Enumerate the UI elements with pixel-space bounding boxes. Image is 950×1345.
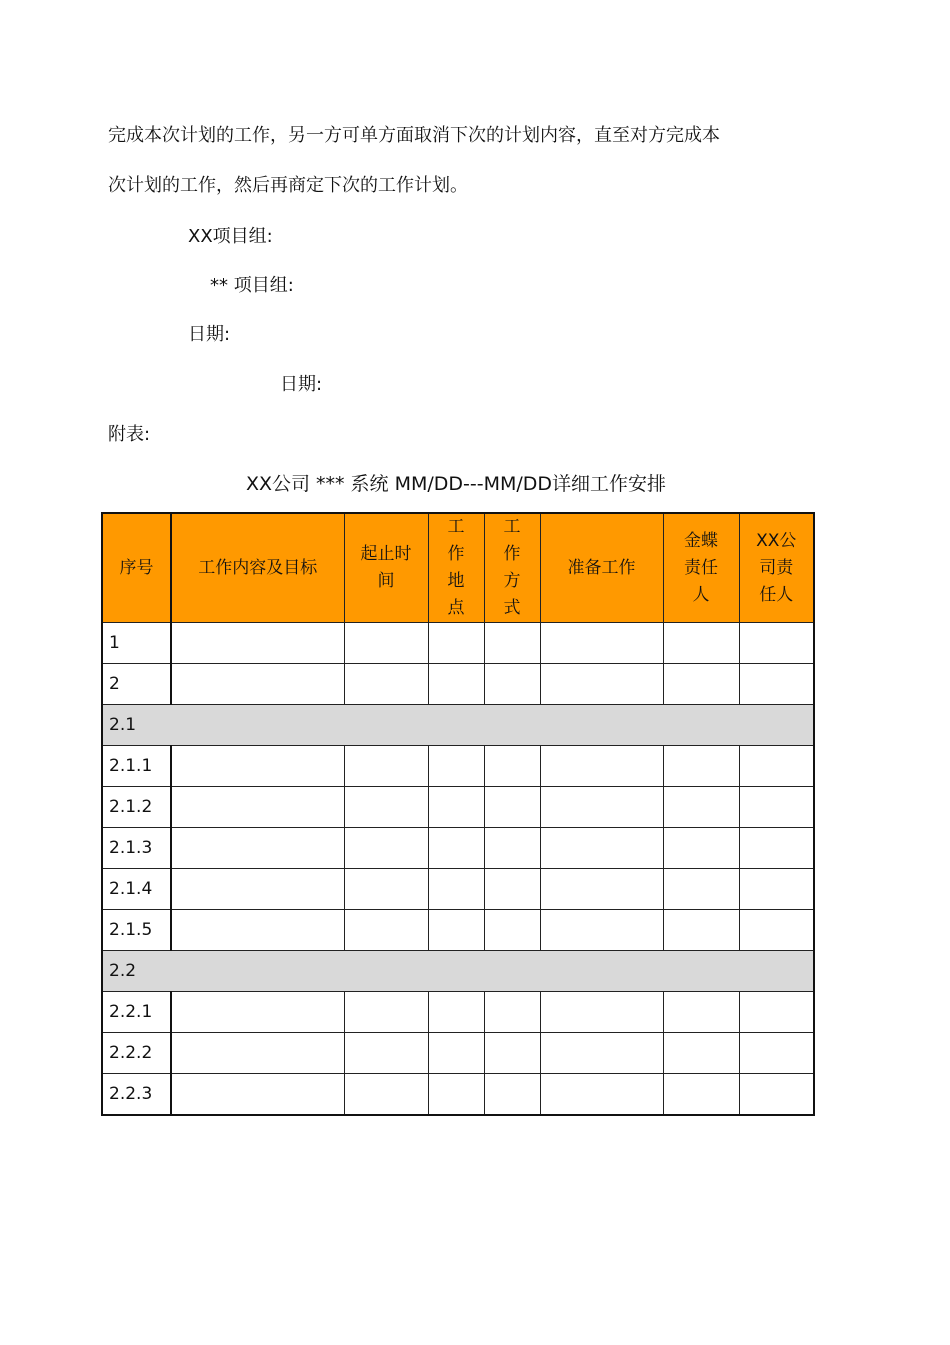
location-cell <box>428 869 484 910</box>
kingdee-owner-cell <box>663 664 739 705</box>
table-row <box>102 1074 814 1116</box>
location-cell <box>428 910 484 951</box>
xx-owner-cell <box>739 828 814 869</box>
row-number-cell: 2.2.3 <box>102 1074 171 1116</box>
preparation-cell <box>540 787 663 828</box>
signature-xx-project-group: XX项目组: <box>188 226 273 247</box>
table-row <box>102 992 814 1033</box>
time-cell <box>344 664 428 705</box>
time-cell <box>344 1033 428 1074</box>
content-cell <box>171 1074 344 1116</box>
body-paragraph-line-2: 次计划的工作，然后再商定下次的工作计划。 <box>108 175 468 196</box>
header-method: 工作方式 <box>484 513 540 623</box>
header-time: 起止时间 <box>344 513 428 623</box>
content-cell <box>171 869 344 910</box>
location-cell <box>428 664 484 705</box>
row-number-cell: 1 <box>102 623 171 664</box>
time-cell <box>344 869 428 910</box>
content-cell <box>171 828 344 869</box>
kingdee-owner-cell <box>663 746 739 787</box>
header-xx-owner: XX公司责任人 <box>739 513 814 623</box>
body-paragraph-line-1: 完成本次计划的工作，另一方可单方面取消下次的计划内容，直至对方完成本 <box>108 125 720 146</box>
signature-date-2: 日期: <box>280 374 323 395</box>
location-cell <box>428 746 484 787</box>
row-number-cell: 2.1.3 <box>102 828 171 869</box>
method-cell <box>484 869 540 910</box>
table-title: XX公司 *** 系统 MM/DD---MM/DD详细工作安排 <box>245 473 667 495</box>
preparation-cell <box>540 828 663 869</box>
kingdee-owner-cell <box>663 869 739 910</box>
location-cell <box>428 1033 484 1074</box>
xx-owner-cell <box>739 746 814 787</box>
time-cell <box>344 787 428 828</box>
kingdee-owner-cell <box>663 1074 739 1116</box>
preparation-cell <box>540 910 663 951</box>
time-cell <box>344 1074 428 1116</box>
row-number-cell: 2.2.2 <box>102 1033 171 1074</box>
kingdee-owner-cell <box>663 828 739 869</box>
header-preparation: 准备工作 <box>540 513 663 623</box>
signature-date-1: 日期: <box>188 324 231 345</box>
preparation-cell <box>540 992 663 1033</box>
content-cell <box>171 746 344 787</box>
time-cell <box>344 828 428 869</box>
location-cell <box>428 787 484 828</box>
method-cell <box>484 1074 540 1116</box>
section-number-cell: 2.1 <box>102 705 814 746</box>
header-seq: 序号 <box>102 513 171 623</box>
xx-owner-cell <box>739 992 814 1033</box>
location-cell <box>428 623 484 664</box>
row-number-cell: 2 <box>102 664 171 705</box>
section-number-cell: 2.2 <box>102 951 814 992</box>
table-section-row <box>102 951 814 992</box>
preparation-cell <box>540 869 663 910</box>
content-cell <box>171 623 344 664</box>
method-cell <box>484 910 540 951</box>
row-number-cell: 2.1.4 <box>102 869 171 910</box>
row-number-cell: 2.1.2 <box>102 787 171 828</box>
location-cell <box>428 828 484 869</box>
xx-owner-cell <box>739 1033 814 1074</box>
time-cell <box>344 910 428 951</box>
preparation-cell <box>540 746 663 787</box>
preparation-cell <box>540 1074 663 1116</box>
method-cell <box>484 746 540 787</box>
table-row <box>102 746 814 787</box>
method-cell <box>484 828 540 869</box>
content-cell <box>171 1033 344 1074</box>
xx-owner-cell <box>739 869 814 910</box>
table-section-row <box>102 705 814 746</box>
time-cell <box>344 623 428 664</box>
appendix-label: 附表: <box>108 424 151 445</box>
table-row <box>102 869 814 910</box>
row-number-cell: 2.1.1 <box>102 746 171 787</box>
content-cell <box>171 910 344 951</box>
kingdee-owner-cell <box>663 992 739 1033</box>
row-number-cell: 2.1.5 <box>102 910 171 951</box>
preparation-cell <box>540 664 663 705</box>
xx-owner-cell <box>739 1074 814 1116</box>
content-cell <box>171 992 344 1033</box>
preparation-cell <box>540 1033 663 1074</box>
header-content: 工作内容及目标 <box>171 513 344 623</box>
table-row <box>102 664 814 705</box>
table-header-row <box>102 513 814 623</box>
method-cell <box>484 623 540 664</box>
time-cell <box>344 992 428 1033</box>
xx-owner-cell <box>739 664 814 705</box>
table-row <box>102 787 814 828</box>
preparation-cell <box>540 623 663 664</box>
table-row <box>102 623 814 664</box>
signature-star-project-group: ** 项目组: <box>210 275 294 296</box>
content-cell <box>171 787 344 828</box>
xx-owner-cell <box>739 910 814 951</box>
kingdee-owner-cell <box>663 910 739 951</box>
method-cell <box>484 664 540 705</box>
xx-owner-cell <box>739 623 814 664</box>
xx-owner-cell <box>739 787 814 828</box>
work-plan-table <box>101 512 815 1116</box>
kingdee-owner-cell <box>663 787 739 828</box>
header-kingdee-owner: 金蝶责任人 <box>663 513 739 623</box>
method-cell <box>484 992 540 1033</box>
content-cell <box>171 664 344 705</box>
header-location: 工作地点 <box>428 513 484 623</box>
location-cell <box>428 992 484 1033</box>
table-row <box>102 910 814 951</box>
method-cell <box>484 787 540 828</box>
kingdee-owner-cell <box>663 623 739 664</box>
time-cell <box>344 746 428 787</box>
table-row <box>102 1033 814 1074</box>
row-number-cell: 2.2.1 <box>102 992 171 1033</box>
kingdee-owner-cell <box>663 1033 739 1074</box>
method-cell <box>484 1033 540 1074</box>
table-row <box>102 828 814 869</box>
location-cell <box>428 1074 484 1116</box>
